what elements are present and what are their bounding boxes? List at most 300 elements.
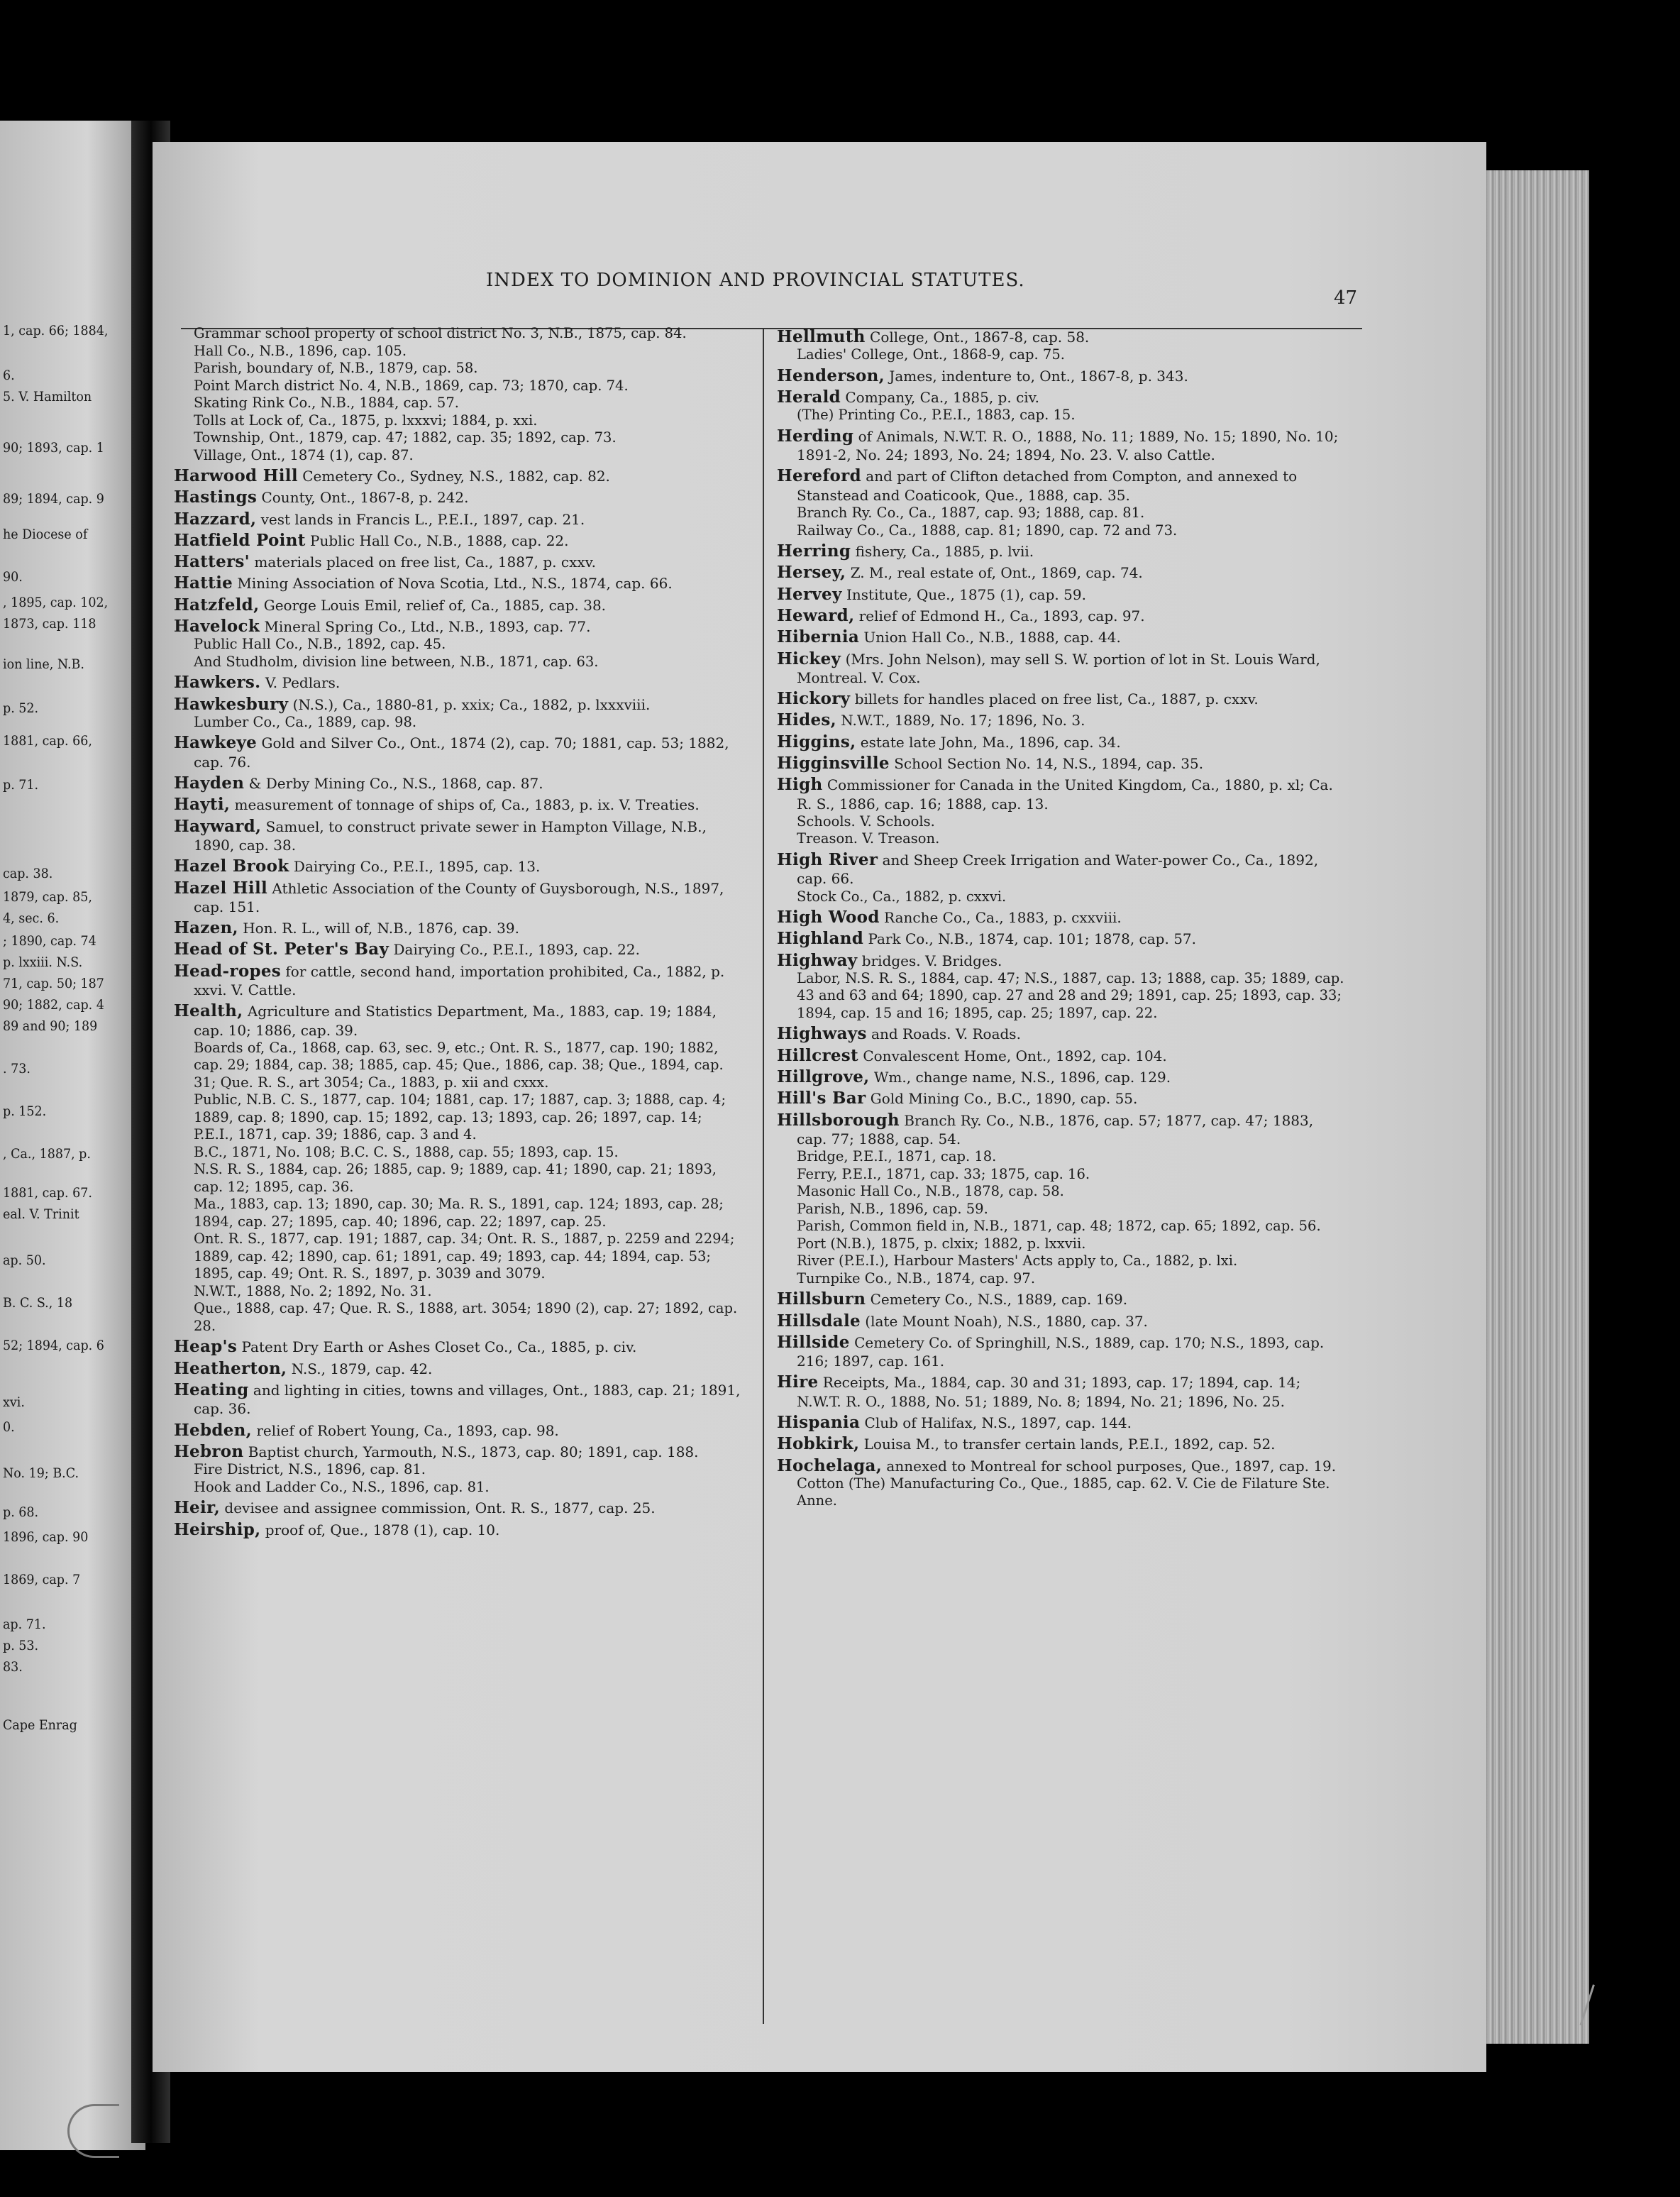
index-text: & Derby Mining Co., N.S., 1868, cap. 87. — [244, 775, 543, 793]
index-text: Hon. R. L., will of, N.B., 1876, cap. 39. — [238, 920, 519, 937]
index-entry — [174, 360, 741, 378]
index-entry — [174, 673, 741, 692]
index-text: materials placed on free list, Ca., 1887, p. cxxv. — [250, 554, 596, 571]
scan-mark — [67, 2104, 119, 2158]
index-entry — [777, 1025, 1344, 1043]
index-text: Public Hall Co., N.B., 1892, cap. 45. — [194, 636, 446, 653]
facing-page-text: 1879, cap. 85, — [3, 889, 92, 905]
index-keyword: Hillgrove, — [777, 1067, 870, 1087]
facing-page-text: 1, cap. 66; 1884, — [3, 323, 109, 338]
index-keyword: Herald — [777, 387, 841, 407]
facing-page-text: . 73. — [3, 1061, 31, 1077]
index-text: Schools. V. Schools. — [797, 813, 935, 830]
index-entry — [174, 532, 741, 550]
facing-page-text: ion line, N.B. — [3, 656, 84, 672]
index-entry — [174, 1230, 741, 1283]
index-entry — [777, 328, 1344, 346]
index-keyword: Health, — [174, 1001, 243, 1021]
index-text: relief of Robert Young, Ca., 1893, cap. 98. — [252, 1421, 559, 1439]
right-column — [777, 325, 1344, 1510]
index-text: Athletic Association of the County of Guysborough, N.S., 1897, cap. 151. — [194, 879, 724, 915]
index-text: annexed to Montreal for school purposes, Que., 1897, cap. 19. — [882, 1457, 1337, 1475]
index-keyword: Hayden — [174, 773, 245, 793]
index-keyword: Heirship, — [174, 1519, 261, 1539]
index-entry — [777, 813, 1344, 831]
index-text: and lighting in cities, towns and villages, Ont., 1883, cap. 21; 1891, cap. 36. — [194, 1382, 741, 1418]
facing-page-text: 4, sec. 6. — [3, 910, 60, 926]
index-entry — [777, 1218, 1344, 1235]
index-entry — [174, 343, 741, 360]
index-keyword: Hazzard, — [174, 509, 257, 529]
index-keyword: Hatfield Point — [174, 530, 306, 550]
index-text: Agriculture and Statistics Department, Ma., 1883, cap. 19; 1884, cap. 10; 1886, cap. 39. — [194, 1003, 717, 1039]
facing-page-text: B. C. S., 18 — [3, 1295, 73, 1311]
facing-page-text: 89 and 90; 189 — [3, 1018, 98, 1034]
index-keyword: Hawkeye — [174, 733, 258, 753]
index-entry — [174, 467, 741, 485]
index-keyword: Hereford — [777, 466, 861, 486]
index-entry — [777, 542, 1344, 561]
index-entry — [777, 505, 1344, 522]
index-text: devisee and assignee commission, Ont. R. S., 1877, cap. 25. — [220, 1499, 656, 1517]
index-entry — [777, 1270, 1344, 1288]
index-text: Village, Ont., 1874 (1), cap. 87. — [194, 446, 414, 463]
index-entry — [174, 1144, 741, 1162]
facing-page-text: 52; 1894, cap. 6 — [3, 1338, 104, 1353]
index-keyword: Hill's Bar — [777, 1089, 866, 1108]
index-entry — [777, 1068, 1344, 1086]
index-keyword: Hillsdale — [777, 1311, 861, 1331]
index-text: Gold Mining Co., B.C., 1890, cap. 55. — [866, 1090, 1138, 1108]
index-text: (The) Printing Co., P.E.I., 1883, cap. 15. — [797, 407, 1076, 424]
index-keyword: Hickory — [777, 689, 851, 709]
index-text: Gold and Silver Co., Ont., 1874 (2), cap. 70; 1881, cap. 53; 1882, cap. 76. — [194, 734, 729, 771]
index-entry — [777, 1201, 1344, 1218]
index-text: Que., 1888, cap. 47; Que. R. S., 1888, art. 3054; 1890 (2), cap. 27; 1892, cap. 28. — [194, 1300, 738, 1334]
index-entry — [777, 930, 1344, 948]
index-entry — [777, 1183, 1344, 1201]
index-text: Park Co., N.B., 1874, cap. 101; 1878, cap. 57. — [863, 930, 1197, 948]
index-text: College, Ont., 1867-8, cap. 58. — [865, 329, 1090, 346]
index-text: Receipts, Ma., 1884, cap. 30 and 31; 1893, cap. 17; 1894, cap. 14; N.W.T. R. O., 1888, No. 51; 1889, No. 8; 1894, No. 21; 1896, No. 25. — [797, 1374, 1301, 1410]
index-text: and Sheep Creek Irrigation and Water-power Co., Ca., 1892, cap. 66. — [797, 851, 1319, 888]
index-keyword: Hatzfeld, — [174, 595, 260, 615]
facing-page-text: he Diocese of — [3, 527, 88, 542]
facing-page-fragment — [0, 121, 145, 2150]
index-entry — [777, 1111, 1344, 1149]
index-entry — [174, 1196, 741, 1230]
index-text: proof of, Que., 1878 (1), cap. 10. — [260, 1521, 500, 1538]
index-text: Grammar school property of school district No. 3, N.B., 1875, cap. 84. — [194, 325, 687, 341]
index-entry — [174, 795, 741, 814]
facing-page-text: eal. V. Trinit — [3, 1206, 79, 1222]
index-entry — [777, 1457, 1344, 1475]
index-keyword: Higgins, — [777, 732, 856, 751]
index-text: Institute, Que., 1875 (1), cap. 59. — [841, 585, 1086, 603]
index-text: Ma., 1883, cap. 13; 1890, cap. 30; Ma. R. S., 1891, cap. 124; 1893, cap. 28; 1894, cap. 27; 1895, cap. 40; 1896, cap. 22; 1897, cap. 25. — [194, 1196, 724, 1230]
index-entry — [174, 1002, 741, 1040]
index-text: of Animals, N.W.T. R. O., 1888, No. 11; 1889, No. 15; 1890, No. 10; 1891-2, No. 24; 1893, No. 24; 1894, No. 23. V. also Cattle. — [797, 427, 1339, 464]
index-keyword: Hastings — [174, 488, 258, 507]
facing-page-text: , Ca., 1887, p. — [3, 1146, 91, 1162]
facing-page-text: 1869, cap. 7 — [3, 1572, 81, 1587]
index-text: Lumber Co., Ca., 1889, cap. 98. — [194, 713, 417, 730]
index-keyword: Hazel Hill — [174, 878, 268, 898]
index-text: Tolls at Lock of, Ca., 1875, p. lxxxvi; 1884, p. xxi. — [194, 412, 538, 429]
facing-page-text: p. 68. — [3, 1504, 39, 1520]
index-keyword: High River — [777, 849, 878, 869]
index-text: billets for handles placed on free list, Ca., 1887, p. cxxv. — [850, 690, 1259, 708]
index-entry — [777, 1047, 1344, 1065]
index-entry — [777, 427, 1344, 465]
index-keyword: Hayward, — [174, 816, 262, 836]
index-keyword: Hobkirk, — [777, 1434, 860, 1454]
index-entry — [777, 1414, 1344, 1432]
index-text: Z. M., real estate of, Ont., 1869, cap. 74. — [846, 564, 1143, 582]
index-entry — [174, 1461, 741, 1479]
index-entry — [777, 467, 1344, 505]
facing-page-text: 0. — [3, 1419, 15, 1435]
index-entry — [777, 1312, 1344, 1331]
index-text: V. Pedlars. — [260, 674, 341, 692]
index-keyword: Havelock — [174, 617, 260, 637]
index-entry — [174, 1381, 741, 1419]
index-entry — [174, 1499, 741, 1517]
index-keyword: Hochelaga, — [777, 1455, 883, 1475]
index-keyword: Hatters' — [174, 552, 250, 572]
facing-page-text: 89; 1894, cap. 9 — [3, 491, 104, 507]
index-entry — [777, 1290, 1344, 1309]
index-text: School Section No. 14, N.S., 1894, cap. 35. — [889, 755, 1204, 773]
index-entry — [777, 1166, 1344, 1184]
index-keyword: Heward, — [777, 605, 855, 625]
index-entry — [777, 733, 1344, 751]
index-entry — [777, 1475, 1344, 1510]
index-text: (late Mount Noah), N.S., 1880, cap. 37. — [860, 1312, 1148, 1330]
index-keyword: Hattie — [174, 573, 233, 593]
facing-page-text: 5. V. Hamilton — [3, 389, 92, 404]
index-text: Patent Dry Earth or Ashes Closet Co., Ca., 1885, p. civ. — [237, 1338, 637, 1356]
index-text: N.S. R. S., 1884, cap. 26; 1885, cap. 9; 1889, cap. 41; 1890, cap. 21; 1893, cap. 12; 1895, cap. 36. — [194, 1161, 717, 1195]
index-entry — [777, 830, 1344, 848]
index-text: N.W.T., 1889, No. 17; 1896, No. 3. — [836, 712, 1085, 729]
index-text: Public Hall Co., N.B., 1888, cap. 22. — [305, 532, 569, 549]
index-text: N.S., 1879, cap. 42. — [287, 1360, 433, 1377]
index-keyword: Heap's — [174, 1337, 238, 1357]
index-keyword: Head-ropes — [174, 961, 282, 981]
index-entry — [777, 388, 1344, 407]
index-text: Turnpike Co., N.B., 1874, cap. 97. — [797, 1270, 1036, 1287]
index-entry — [174, 429, 741, 447]
index-text: Parish, boundary of, N.B., 1879, cap. 58. — [194, 360, 478, 376]
index-text: fishery, Ca., 1885, p. lvii. — [851, 543, 1034, 561]
index-keyword: Hebden, — [174, 1420, 252, 1440]
index-keyword: Highway — [777, 950, 858, 970]
index-entry — [777, 367, 1344, 385]
index-keyword: Hickey — [777, 649, 841, 668]
index-text: for cattle, second hand, importation prohibited, Ca., 1882, p. xxvi. V. Cattle. — [194, 962, 725, 999]
running-head: INDEX TO DOMINION AND PROVINCIAL STATUTES. — [486, 270, 1025, 291]
index-text: Cotton (The) Manufacturing Co., Que., 1885, cap. 62. V. Cie de Filature Ste. Anne. — [797, 1475, 1330, 1509]
index-keyword: Hervey — [777, 584, 842, 604]
index-keyword: Herring — [777, 541, 851, 561]
index-entry — [174, 1521, 741, 1539]
facing-page-text: 1873, cap. 118 — [3, 616, 96, 632]
index-text: Branch Ry. Co., Ca., 1887, cap. 93; 1888, cap. 81. — [797, 505, 1145, 522]
index-entry — [174, 325, 741, 343]
index-entry — [777, 407, 1344, 424]
index-entry — [174, 617, 741, 636]
index-entry — [777, 563, 1344, 582]
index-text: Township, Ont., 1879, cap. 47; 1882, cap. 35; 1892, cap. 73. — [194, 429, 617, 446]
index-entry — [174, 1443, 741, 1461]
index-text: George Louis Emil, relief of, Ca., 1885, cap. 38. — [259, 596, 607, 614]
index-keyword: Hellmuth — [777, 327, 866, 346]
index-text: Ferry, P.E.I., 1871, cap. 33; 1875, cap. 16. — [797, 1165, 1090, 1182]
index-entry — [174, 553, 741, 571]
index-text: Public, N.B. C. S., 1877, cap. 104; 1881, cap. 17; 1887, cap. 3; 1888, cap. 4; 1889, cap. 8; 1890, cap. 15; 1892, cap. 13; 1893, cap. 26; 1897, cap. 14; P.E.I., 1871, cap. 39; 1886, cap. 3 and 4. — [194, 1091, 726, 1143]
index-keyword: Hillside — [777, 1332, 850, 1352]
index-text: Port (N.B.), 1875, p. clxix; 1882, p. lxxvii. — [797, 1235, 1086, 1252]
index-keyword: Hides, — [777, 710, 836, 730]
index-text: Commissioner for Canada in the United Kingdom, Ca., 1880, p. xl; Ca. R. S., 1886, cap. 16; 1888, cap. 13. — [797, 776, 1333, 813]
left-column — [174, 325, 741, 1539]
facing-page-text: ap. 50. — [3, 1252, 46, 1268]
index-text: Ranche Co., Ca., 1883, p. cxxviii. — [879, 909, 1122, 927]
column-rule — [763, 328, 764, 2024]
index-entry — [174, 714, 741, 732]
index-entry — [777, 1333, 1344, 1371]
index-entry — [174, 1091, 741, 1144]
index-keyword: Hispania — [777, 1412, 861, 1432]
index-text: Hook and Ladder Co., N.S., 1896, cap. 81. — [194, 1478, 490, 1495]
index-entry — [777, 1373, 1344, 1411]
index-entry — [174, 962, 741, 1000]
index-entry — [174, 510, 741, 529]
index-entry — [777, 776, 1344, 813]
facing-page-text: p. 52. — [3, 700, 39, 716]
index-keyword: Heir, — [174, 1498, 221, 1518]
index-entry — [174, 879, 741, 917]
index-keyword: Hazen, — [174, 918, 238, 938]
index-keyword: Hawkesbury — [174, 694, 289, 714]
index-text: Labor, N.S. R. S., 1884, cap. 47; N.S., 1887, cap. 13; 1888, cap. 35; 1889, cap. 43 and 63 and 64; 1890, cap. 27 and 28 and 29; 1891, cap. 25; 1893, cap. 33; 1894, cap. 15 and 16; 1895, cap. 25; 1897, cap. 22. — [797, 969, 1344, 1021]
index-text: Club of Halifax, N.S., 1897, cap. 144. — [860, 1414, 1132, 1431]
index-text: relief of Edmond H., Ca., 1893, cap. 97. — [854, 607, 1145, 624]
index-text: Convalescent Home, Ont., 1892, cap. 104. — [858, 1047, 1167, 1064]
index-entry — [174, 1161, 741, 1196]
index-text: Railway Co., Ca., 1888, cap. 81; 1890, cap. 72 and 73. — [797, 522, 1178, 539]
index-text: Dairying Co., P.E.I., 1893, cap. 22. — [389, 941, 640, 959]
index-text: N.W.T., 1888, No. 2; 1892, No. 31. — [194, 1282, 432, 1299]
index-text: measurement of tonnage of ships of, Ca., 1883, p. ix. V. Treaties. — [230, 796, 700, 814]
index-text: Treason. V. Treason. — [797, 830, 940, 847]
index-entry — [777, 1252, 1344, 1270]
index-text: Bridge, P.E.I., 1871, cap. 18. — [797, 1148, 997, 1165]
index-text: Cemetery Co., N.S., 1889, cap. 169. — [866, 1291, 1128, 1309]
index-keyword: Henderson, — [777, 365, 885, 385]
index-entry — [174, 395, 741, 412]
index-text: Skating Rink Co., N.B., 1884, cap. 57. — [194, 395, 459, 411]
facing-page-text: p. lxxiii. N.S. — [3, 954, 83, 970]
index-entry — [777, 346, 1344, 364]
index-text: River (P.E.I.), Harbour Masters' Acts apply to, Ca., 1882, p. lxi. — [797, 1252, 1238, 1270]
facing-page-text: 71, cap. 50; 187 — [3, 976, 104, 991]
facing-page-text: No. 19; B.C. — [3, 1465, 79, 1481]
index-text: Union Hall Co., N.B., 1888, cap. 44. — [859, 629, 1121, 646]
index-entry — [174, 919, 741, 937]
index-keyword: Head of St. Peter's Bay — [174, 940, 389, 959]
index-text: Point March district No. 4, N.B., 1869, cap. 73; 1870, cap. 74. — [194, 377, 629, 394]
index-text: Parish, N.B., 1896, cap. 59. — [797, 1200, 988, 1217]
index-entry — [777, 711, 1344, 729]
index-text: Stock Co., Ca., 1882, p. cxxvi. — [797, 888, 1007, 905]
facing-page-text: p. 71. — [3, 777, 39, 793]
index-text: Mining Association of Nova Scotia, Ltd., N.S., 1874, cap. 66. — [233, 575, 673, 593]
index-keyword: Hawkers. — [174, 673, 261, 693]
facing-page-text: cap. 38. — [3, 866, 53, 881]
index-entry — [174, 695, 741, 714]
index-entry — [174, 488, 741, 507]
index-entry — [174, 447, 741, 465]
index-text: Ladies' College, Ont., 1868-9, cap. 75. — [797, 346, 1065, 363]
facing-page-text: 90; 1882, cap. 4 — [3, 997, 104, 1013]
index-entry — [174, 940, 741, 959]
index-text: Branch Ry. Co., N.B., 1876, cap. 57; 1877, cap. 47; 1883, cap. 77; 1888, cap. 54. — [797, 1111, 1314, 1147]
index-entry — [777, 1089, 1344, 1108]
index-text: B.C., 1871, No. 108; B.C. C. S., 1888, cap. 55; 1893, cap. 15. — [194, 1143, 619, 1160]
index-entry — [174, 378, 741, 395]
facing-page-text: 6. — [3, 368, 15, 383]
facing-page-text: 83. — [3, 1659, 23, 1675]
facing-page-text: 1881, cap. 67. — [3, 1185, 92, 1201]
index-text: Boards of, Ca., 1868, cap. 63, sec. 9, etc.; Ont. R. S., 1877, cap. 190; 1882, cap. 29; 1884, cap. 38; 1885, cap. 45; Que., 1886, cap. 38; Que., 1894, cap. 31; Que. R. S., art 3054; Ca., 1883, p. xii and cxxx. — [194, 1039, 724, 1091]
index-text: Cemetery Co., Sydney, N.S., 1882, cap. 82. — [297, 468, 610, 485]
index-keyword: Hersey, — [777, 563, 846, 583]
index-entry — [777, 888, 1344, 906]
facing-page-text: , 1895, cap. 102, — [3, 595, 109, 610]
index-keyword: Heating — [174, 1380, 249, 1400]
index-entry — [777, 607, 1344, 625]
index-entry — [174, 774, 741, 793]
facing-page-text: 90. — [3, 569, 23, 585]
index-entry — [174, 1283, 741, 1301]
index-text: Fire District, N.S., 1896, cap. 81. — [194, 1461, 426, 1478]
index-text: Samuel, to construct private sewer in Hampton Village, N.B., 1890, cap. 38. — [194, 817, 707, 854]
index-entry — [174, 857, 741, 876]
facing-page-text: Cape Enrag — [3, 1717, 77, 1733]
index-entry — [777, 952, 1344, 970]
index-text: County, Ont., 1867-8, p. 242. — [257, 489, 469, 507]
index-text: James, indenture to, Ont., 1867-8, p. 343. — [884, 367, 1188, 385]
index-text: Cemetery Co. of Springhill, N.S., 1889, cap. 170; N.S., 1893, cap. 216; 1897, cap. 161. — [797, 1333, 1325, 1370]
index-entry — [777, 970, 1344, 1023]
page-edges — [1476, 170, 1589, 2044]
facing-page-text: ; 1890, cap. 74 — [3, 933, 96, 949]
index-entry — [777, 1235, 1344, 1253]
index-text: Masonic Hall Co., N.B., 1878, cap. 58. — [797, 1183, 1064, 1200]
index-entry — [777, 690, 1344, 708]
index-keyword: Hire — [777, 1372, 819, 1392]
index-text: Wm., change name, N.S., 1896, cap. 129. — [869, 1069, 1171, 1086]
index-entry — [777, 1435, 1344, 1453]
index-text: Parish, Common field in, N.B., 1871, cap. 48; 1872, cap. 65; 1892, cap. 56. — [797, 1218, 1321, 1235]
index-entry — [174, 636, 741, 654]
index-entry — [777, 650, 1344, 688]
index-keyword: Herding — [777, 426, 854, 446]
facing-page-text: ap. 71. — [3, 1617, 46, 1632]
facing-page-text: p. 152. — [3, 1103, 47, 1119]
index-text: and part of Clifton detached from Compton, and annexed to Stanstead and Coaticook, Que., 1888, cap. 35. — [797, 468, 1298, 504]
index-text: Mineral Spring Co., Ltd., N.B., 1893, cap. 77. — [260, 618, 591, 636]
index-text: Dairying Co., P.E.I., 1895, cap. 13. — [289, 858, 541, 876]
index-entry — [174, 817, 741, 855]
index-entry — [174, 654, 741, 671]
index-text: and Roads. V. Roads. — [866, 1025, 1021, 1043]
index-entry — [174, 734, 741, 771]
index-entry — [174, 574, 741, 593]
index-entry — [777, 522, 1344, 540]
index-keyword: Highland — [777, 929, 864, 949]
index-entry — [777, 754, 1344, 773]
index-entry — [174, 1040, 741, 1092]
index-entry — [174, 1479, 741, 1497]
index-keyword: Highways — [777, 1024, 867, 1044]
index-keyword: High — [777, 775, 823, 795]
index-entry — [174, 1300, 741, 1335]
index-page — [153, 142, 1486, 2072]
index-entry — [174, 1338, 741, 1356]
facing-page-text: 90; 1893, cap. 1 — [3, 440, 104, 456]
index-keyword: Hayti, — [174, 795, 231, 815]
index-entry — [174, 412, 741, 430]
index-keyword: Harwood Hill — [174, 466, 298, 485]
index-text: bridges. V. Bridges. — [857, 952, 1002, 969]
index-entry — [174, 1360, 741, 1378]
index-keyword: Hillsborough — [777, 1110, 900, 1130]
index-text: estate late John, Ma., 1896, cap. 34. — [856, 733, 1121, 751]
index-keyword: Hebron — [174, 1441, 244, 1461]
index-text: vest lands in Francis L., P.E.I., 1897, cap. 21. — [256, 510, 585, 528]
index-entry — [174, 596, 741, 615]
index-text: Louisa M., to transfer certain lands, P.E.I., 1892, cap. 52. — [859, 1436, 1276, 1453]
index-entry — [777, 585, 1344, 604]
index-keyword: Heatherton, — [174, 1358, 287, 1378]
index-entry — [777, 851, 1344, 888]
index-entry — [174, 1421, 741, 1440]
index-text: (Mrs. John Nelson), may sell S. W. portion of lot in St. Louis Ward, Montreal. V. Cox. — [797, 650, 1320, 686]
facing-page-text: 1881, cap. 66, — [3, 733, 92, 749]
index-entry — [777, 1148, 1344, 1166]
index-text: Baptist church, Yarmouth, N.S., 1873, cap. 80; 1891, cap. 188. — [243, 1443, 699, 1460]
facing-page-text: p. 53. — [3, 1638, 39, 1653]
index-keyword: Higginsville — [777, 754, 890, 773]
index-keyword: Hillsburn — [777, 1289, 866, 1309]
index-text: And Studholm, division line between, N.B., 1871, cap. 63. — [194, 653, 599, 670]
index-text: (N.S.), Ca., 1880-81, p. xxix; Ca., 1882, p. lxxxviii. — [288, 695, 651, 713]
index-keyword: Hazel Brook — [174, 857, 289, 876]
index-entry — [777, 628, 1344, 646]
facing-page-text: 1896, cap. 90 — [3, 1529, 89, 1545]
index-text: Company, Ca., 1885, p. civ. — [841, 389, 1039, 407]
index-entry — [777, 908, 1344, 927]
index-keyword: Hillcrest — [777, 1045, 858, 1065]
index-keyword: High Wood — [777, 908, 880, 927]
index-keyword: Hibernia — [777, 627, 860, 647]
facing-page-text: xvi. — [3, 1394, 25, 1410]
index-text: Ont. R. S., 1877, cap. 191; 1887, cap. 34; Ont. R. S., 1887, p. 2259 and 2294; 1889, cap. 42; 1890, cap. 61; 1891, cap. 49; 1893, cap. 44; 1894, cap. 53; 1895, cap. 49; Ont. R. S., 1897, p. 3039 and 3079. — [194, 1230, 735, 1282]
index-text: Hall Co., N.B., 1896, cap. 105. — [194, 342, 407, 359]
